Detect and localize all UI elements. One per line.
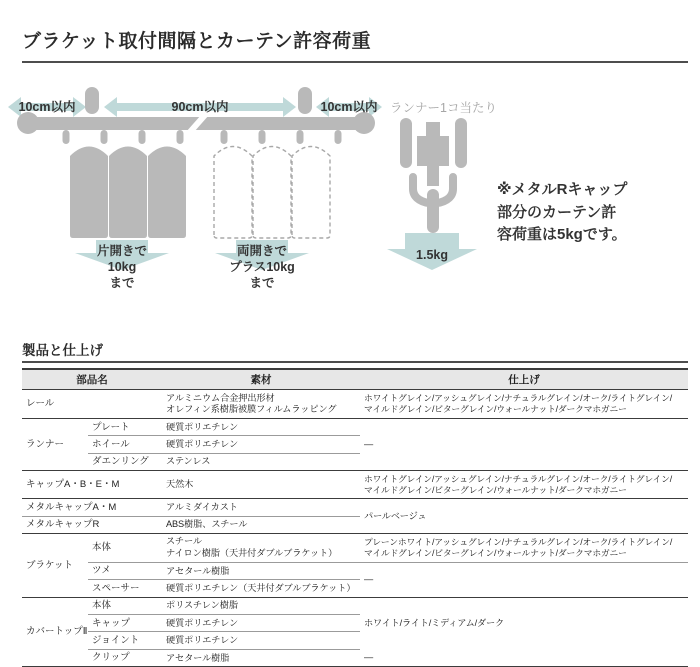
rail-runner-stem-icon: [139, 130, 146, 144]
rail-runner-stem-icon: [101, 130, 108, 144]
finish-line: マイルドグレイン/ビターグレイン/ウォールナット/ダークマホガニー: [364, 404, 627, 414]
spacing-label-right: 10cm以内: [320, 100, 378, 114]
rail-runner-stem-icon: [221, 130, 228, 144]
material-metal-cap-am: アルミダイカスト: [162, 499, 360, 516]
page-title: ブラケット取付間隔とカーテン許容荷重: [22, 31, 372, 52]
spec-table: [22, 368, 688, 667]
table-row: [22, 597, 688, 614]
finish-covertop-main: [360, 597, 688, 649]
material-line: スチール: [166, 536, 202, 547]
part-metal-cap-am: メタルキャップA・M: [22, 499, 162, 516]
finish-line: マイルドグレイン/ビターグレイン/ウォールナット/ダークマホガニー: [364, 484, 627, 495]
double-open-load-label: [216, 243, 308, 291]
table-row: [22, 390, 688, 419]
finish-dash: ―: [364, 574, 373, 585]
material-ring: ステンレス: [162, 453, 360, 470]
sub-covertop-clip: クリップ: [88, 649, 162, 666]
spacing-label-center: 90cm以内: [171, 100, 229, 114]
finish-runner: [360, 419, 688, 471]
runner-detail-icon: [400, 118, 467, 233]
metal-r-cap-note: [497, 179, 627, 247]
part-runner: ランナー: [22, 419, 88, 471]
part-rail: レール: [22, 390, 162, 419]
part-covertop: カバートップⅡ: [22, 597, 88, 667]
material-line: アルミニウム合金押出形材: [166, 392, 275, 403]
finish-rail: [360, 390, 688, 419]
sub-plate: プレート: [88, 419, 162, 436]
material-line: オレフィン系樹脂被膜フィルムラッピング: [166, 404, 337, 414]
finish-dash: ―: [364, 439, 373, 450]
material-bracket-claw: アセタール樹脂: [162, 562, 360, 579]
note-line2: 部分のカーテン許: [497, 203, 617, 221]
header-finish: 仕上げ: [360, 369, 688, 390]
material-metal-cap-r: ABS樹脂、スチール: [162, 516, 360, 533]
table-row: [22, 533, 688, 562]
section-heading: 製品と仕上げ: [22, 343, 103, 358]
material-covertop-clip: アセタール樹脂: [162, 649, 360, 666]
material-cap: 天然木: [162, 471, 360, 499]
material-covertop-cap: 硬質ポリエチレン: [162, 615, 360, 632]
runner-caption: ランナー1コ当たり: [390, 101, 497, 115]
table-row: [22, 649, 688, 666]
table-row: [22, 562, 688, 579]
finish-line: プレーンホワイト/アッシュグレイン/ナチュラルグレイン/オーク/ライトグレイン/: [364, 536, 673, 547]
note-line3: 容荷重は5kgです。: [497, 226, 627, 243]
title-divider: [22, 61, 688, 63]
double-open-line2: プラス10kg: [229, 260, 295, 274]
header-material: 素材: [162, 369, 360, 390]
material-covertop-body: ポリスチレン樹脂: [162, 597, 360, 614]
runner-load-label: 1.5kg: [416, 248, 448, 262]
table-row: [22, 419, 688, 436]
sub-wheel: ホイール: [88, 436, 162, 453]
rail-runner-stem-icon: [63, 130, 70, 144]
finish-line: ホワイトグレイン/アッシュグレイン/ナチュラルグレイン/オーク/ライトグレイン/: [364, 473, 672, 484]
single-open-line3: まで: [109, 276, 135, 290]
material-rail: [162, 390, 360, 419]
finish-line: ホワイトグレイン/アッシュグレイン/ナチュラルグレイン/オーク/ライトグレイン/: [364, 393, 672, 404]
double-open-line1: 両開きで: [236, 244, 287, 258]
table-row: [22, 499, 688, 516]
material-line: ナイロン樹脂（天井付ダブルブラケット）: [166, 547, 338, 558]
sub-bracket-spacer: スペーサー: [88, 580, 162, 597]
finish-cap: [360, 471, 688, 499]
material-covertop-joint: 硬質ポリエチレン: [162, 632, 360, 649]
material-plate: 硬質ポリエチレン: [162, 419, 360, 436]
bracket-spacing-diagram: [0, 85, 700, 335]
rail-runner-stem-icon: [335, 130, 342, 144]
sub-covertop-body: 本体: [88, 597, 162, 614]
sub-bracket-claw: ツメ: [88, 562, 162, 579]
double-open-line3: まで: [249, 276, 275, 290]
single-open-load-label: [80, 243, 164, 291]
note-line1: ※メタルRキャップ: [497, 181, 628, 198]
part-bracket: ブラケット: [22, 533, 88, 597]
single-open-line1: 片開きで: [96, 244, 147, 258]
finish-covertop-clip: [360, 649, 688, 666]
sub-covertop-cap: キャップ: [88, 615, 162, 632]
material-wheel: 硬質ポリエチレン: [162, 436, 360, 453]
section-divider: [22, 361, 688, 363]
rail-runner-stem-icon: [259, 130, 266, 144]
curtain-dashed-icon: [214, 147, 330, 239]
rail-end-cap-right-icon: [353, 112, 375, 134]
rail-runner-stem-icon: [177, 130, 184, 144]
finish-pearl: パールベージュ: [364, 510, 427, 521]
header-part: 部品名: [22, 369, 162, 390]
finish-bracket-body: [360, 533, 688, 562]
sub-covertop-joint: ジョイント: [88, 632, 162, 649]
finish-metal-caps: [360, 499, 688, 534]
finish-bracket-rest: [360, 562, 688, 597]
single-open-line2: 10kg: [107, 260, 137, 274]
table-header-row: [22, 369, 688, 390]
part-metal-cap-r: メタルキャップR: [22, 516, 162, 533]
bracket-pill-right-icon: [298, 87, 312, 114]
material-bracket-spacer: 硬質ポリエチレン（天井付ダブルブラケット）: [162, 580, 360, 597]
table-row: [22, 471, 688, 499]
sub-ring: ダエンリング: [88, 453, 162, 470]
finish-line: ホワイト/ライト/ミディアム/ダーク: [364, 618, 504, 629]
finish-line: マイルドグレイン/ビターグレイン/ウォールナット/ダークマホガニー: [364, 547, 627, 558]
spacing-label-left: 10cm以内: [18, 100, 76, 114]
material-bracket-body: [162, 533, 360, 562]
part-cap: キャップA・B・E・M: [22, 471, 162, 499]
finish-dash: ―: [364, 652, 373, 663]
sub-bracket-body: 本体: [88, 533, 162, 562]
rail-runner-stem-icon: [297, 130, 304, 144]
curtain-solid-icon: [70, 147, 186, 239]
